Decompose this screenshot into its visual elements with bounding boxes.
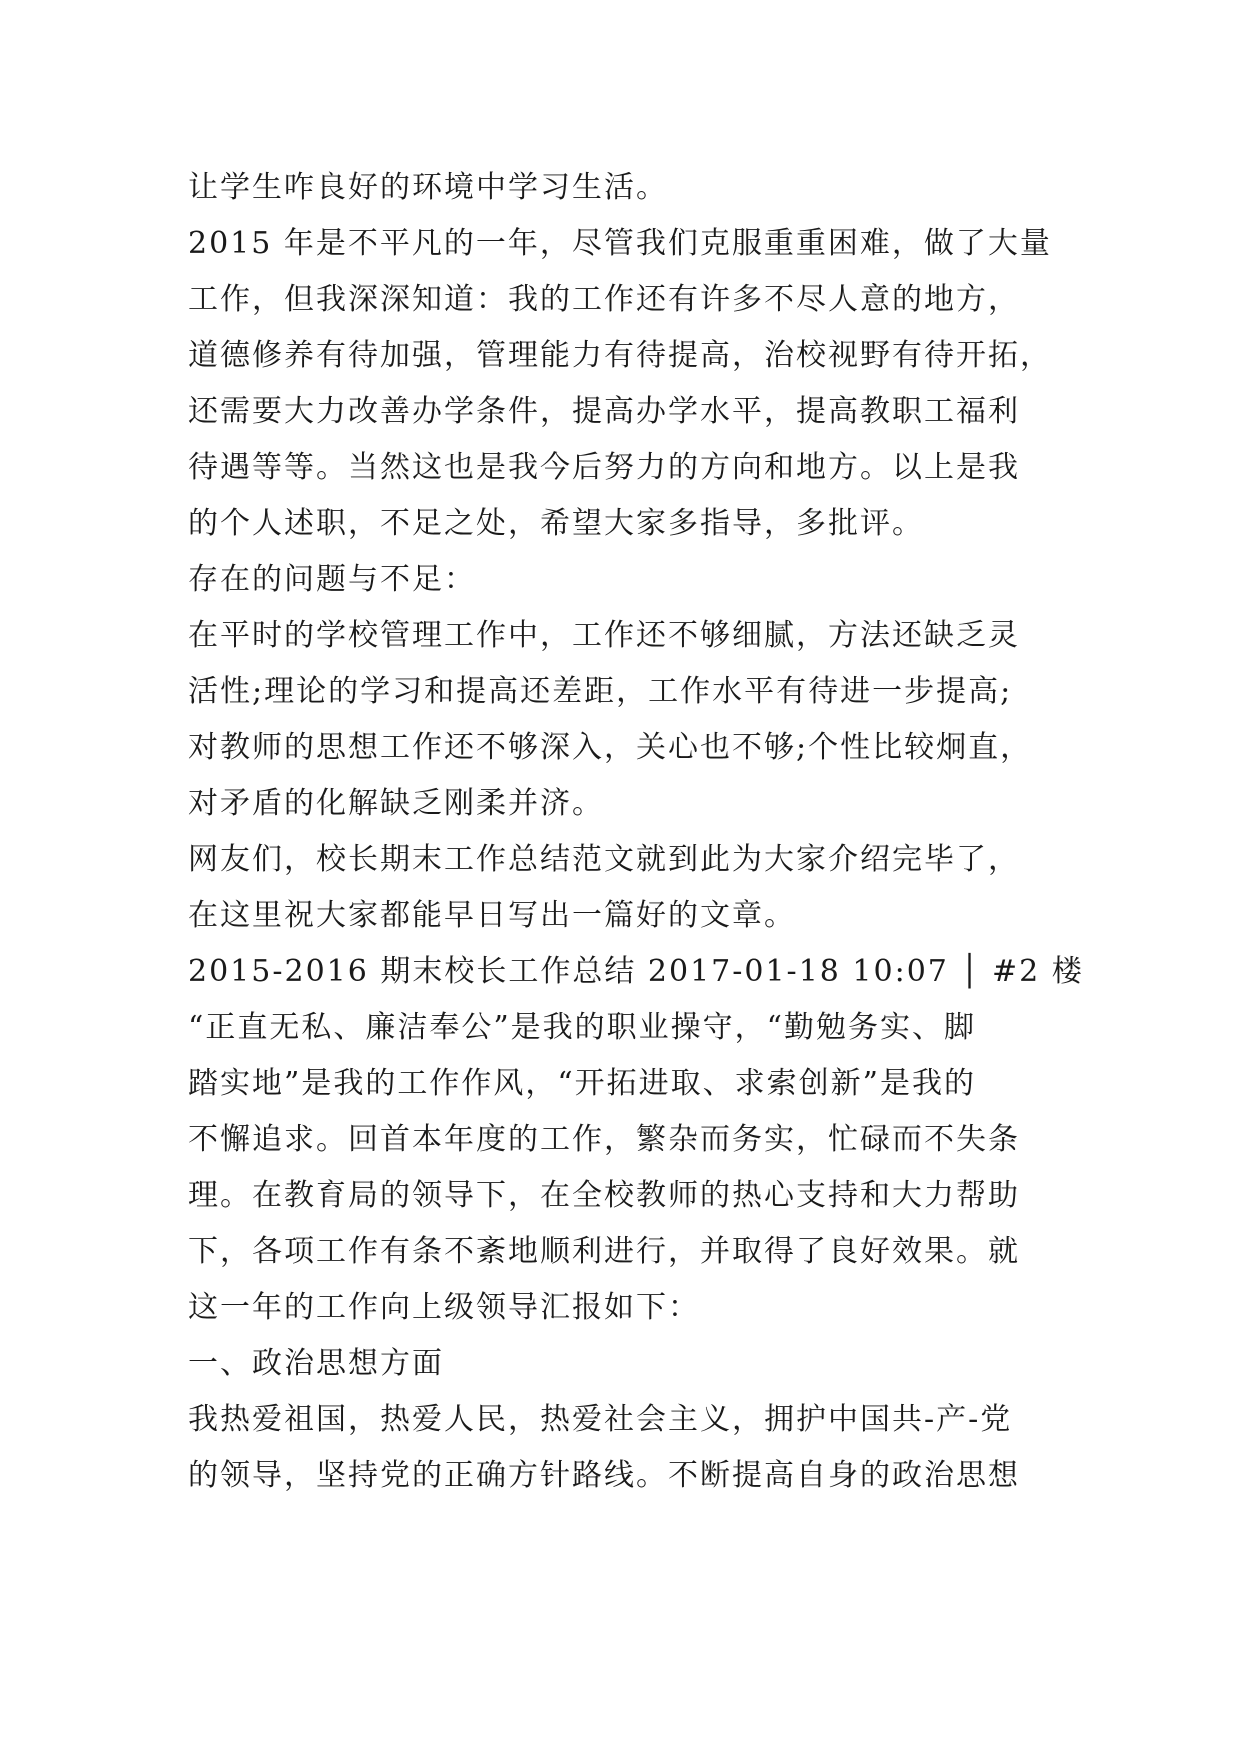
text-line: 对矛盾的化解缺乏刚柔并济。	[188, 786, 604, 821]
text-line: 待遇等等。当然这也是我今后努力的方向和地方。以上是我	[188, 450, 1020, 485]
text-line: “正直无私、廉洁奉公”是我的职业操守，“勤勉务实、脚	[188, 1010, 977, 1045]
text-line: 的领导，坚持党的正确方针路线。不断提高自身的政治思想	[188, 1458, 1020, 1493]
text-line: 让学生咋良好的环境中学习生活。	[188, 170, 668, 205]
text-line: 工作，但我深深知道：我的工作还有许多不尽人意的地方，	[188, 282, 1020, 317]
text-line: 在这里祝大家都能早日写出一篇好的文章。	[188, 898, 796, 933]
text-line: 道德修养有待加强，管理能力有待提高，治校视野有待开拓，	[188, 338, 1052, 373]
document-body	[188, 160, 1084, 1504]
section-heading: 存在的问题与不足：	[188, 562, 476, 597]
text-line: 不懈追求。回首本年度的工作，繁杂而务实，忙碌而不失条	[188, 1122, 1020, 1157]
text-line: 我热爱祖国，热爱人民，热爱社会主义，拥护中国共-产-党	[188, 1402, 1013, 1437]
text-line: 网友们，校长期末工作总结范文就到此为大家介绍完毕了，	[188, 842, 1020, 877]
text-line: 的个人述职，不足之处，希望大家多指导，多批评。	[188, 506, 924, 541]
text-line: 在平时的学校管理工作中，工作还不够细腻，方法还缺乏灵	[188, 618, 1020, 653]
text-line: 对教师的思想工作还不够深入，关心也不够;个性比较炯直，	[188, 730, 1033, 765]
text-line: 活性;理论的学习和提高还差距，工作水平有待进一步提高;	[188, 674, 1013, 709]
text-line: 下，各项工作有条不紊地顺利进行，并取得了良好效果。就	[188, 1234, 1020, 1269]
text-line: 2015 年是不平凡的一年，尽管我们克服重重困难，做了大量	[188, 226, 1052, 261]
text-line: 理。在教育局的领导下，在全校教师的热心支持和大力帮助	[188, 1178, 1020, 1213]
text-line: 这一年的工作向上级领导汇报如下：	[188, 1290, 700, 1325]
text-line: 踏实地”是我的工作作风，“开拓进取、求索创新”是我的	[188, 1066, 977, 1101]
text-line: 还需要大力改善办学条件，提高办学水平，提高教职工福利	[188, 394, 1020, 429]
post-header: 2015-2016 期末校长工作总结 2017-01-18 10:07 │ #2 楼	[188, 954, 1084, 989]
section-heading: 一、政治思想方面	[188, 1346, 444, 1381]
